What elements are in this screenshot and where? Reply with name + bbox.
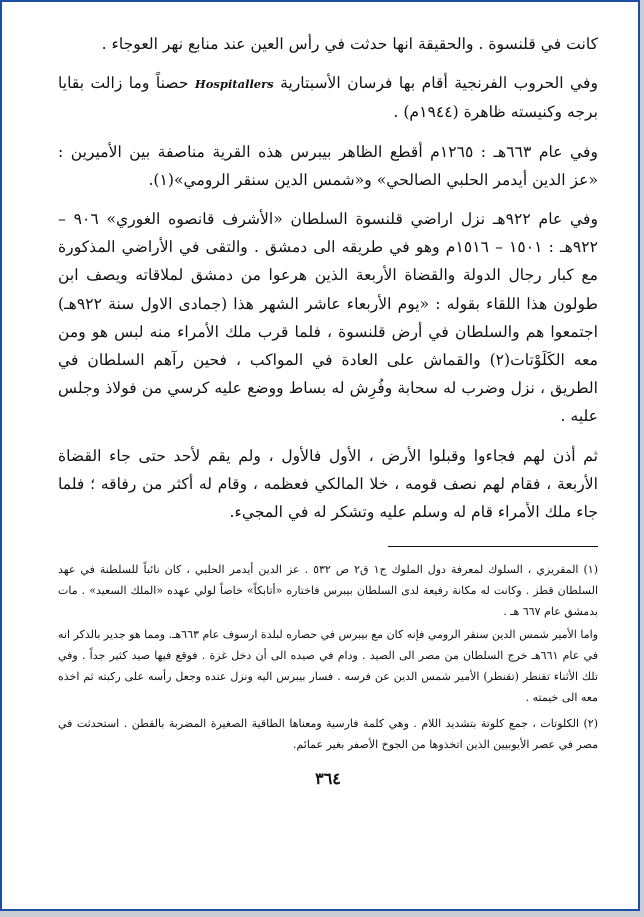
page-number: ٣٦٤ bbox=[315, 769, 341, 789]
paragraph-2-end: حصناً وما زالت بقايا برجه وكنيسته ظاهرة (١٩٤٤م) . bbox=[58, 74, 598, 122]
footnote-separator bbox=[388, 546, 598, 547]
latin-term: Hospitallers bbox=[194, 77, 274, 92]
main-text bbox=[58, 30, 598, 526]
paragraph-2 bbox=[58, 69, 598, 126]
paragraph-3: وفي عام ٦٦٣هـ : ١٢٦٥م أقطع الظاهر بيبرس هذه القرية مناصفة بين الأميرين : «عز الدين أيدمر الحلبي الصالحي» و«شمس الدين سنقر الرومي»(١). bbox=[58, 142, 598, 189]
paragraph-5: ثم أذن لهم فجاءوا وقبلوا الأرض ، الأول فالأول ، ولم يقم لأحد حتى جاء القضاة الأربعة ، فقام لهم نصف قومه ، خلا المالكي فعظمه ، وقام له أكثر من رفاقه ؛ فلما جاء ملك الأمراء قام له وسلم عليه وتشكر له في المجيء. bbox=[58, 446, 598, 522]
window-edge-bottom bbox=[0, 911, 644, 917]
paragraph-4: وفي عام ٩٢٢هـ نزل اراضي قلنسوة السلطان «الأشرف قانصوه الغوري» ٩٠٦ – ٩٢٢هـ : ١٥٠١ – ١٥١٦م وهو في طريقه الى دمشق . والتقى في الأراضي المذكورة مع كبار رجال الدولة والقضاة الأربعة الذين هرعوا من دمشق لملاقاته ويصف ابن طولون هذا اللقاء بقوله : «يوم الأربعاء عاشر الشهر هذا (جمادى الاول سنة ٩٢٢هـ) اجتمعوا هم والسلطان في أرض قلنسوة ، فلما قرب ملك الأمراء منه لبس هو ومن معه الكَلَوْتات(٢) والقماش على العادة في المواكب ، فحين رآهم السلطان في الطريق ، نزل وضرب له سحابة وفُرِش له بساط ووضع عليه كرسي من فولاذ وجلس عليه . bbox=[58, 210, 598, 426]
footnote-1: (١) المقريزي ، السلوك لمعرفة دول الملوك ج١ ق٢ ص ٥٣٢ . عز الدين أيدمر الحلبي ، كان نائباً للسلطنة في عهد السلطان قطز . وكانت له مكانة رفيعة لدى السلطان بيبرس فاختاره «أتابكاً» خاصاً لولي عهده «الملك السعيد» . مات بدمشق عام ٦٦٧ هـ . bbox=[58, 563, 598, 619]
footnote-2: (٢) الكلوتات ، جمع كلوتة بتشديد اللام . وهي كلمة فارسية ومعناها الطاقية الصغيرة المضربة بالقطن . استحدثت في مصر في عصر الأيوبيين الذين اتخذوها من الجوخ الأصفر بغير عمائم. bbox=[58, 717, 598, 752]
window-edge-right bbox=[640, 0, 644, 917]
footnotes bbox=[58, 559, 598, 755]
paragraph-1: كانت في قلنسوة . والحقيقة انها حدثت في رأس العين عند منابع نهر العوجاء . bbox=[101, 35, 598, 53]
footnote-1-continued: واما الأمير شمس الدين سنقر الرومي فإنه كان مع بيبرس في حصاره لبلدة ارسوف عام ٦٦٣هـ. ومما هو جدير بالذكر انه في عام ٦٦١هـ خرج السلطان من مصر الى الصيد . ودام في صيده الى أن دخل غزة . فوقع فيها صيد كثير جداً . وفي تلك الأثناء تقنطر (تقنطر) الأمير شمس الدين عن فرسه . فسار بيبرس اليه ونزل عنده وجعل رأسه على ركبته ثم اخذه معه الى خيمته . bbox=[58, 628, 599, 705]
book-page bbox=[58, 30, 598, 788]
paragraph-2-start: وفي الحروب الفرنجية أقام بها فرسان الأسبتارية bbox=[273, 74, 598, 93]
